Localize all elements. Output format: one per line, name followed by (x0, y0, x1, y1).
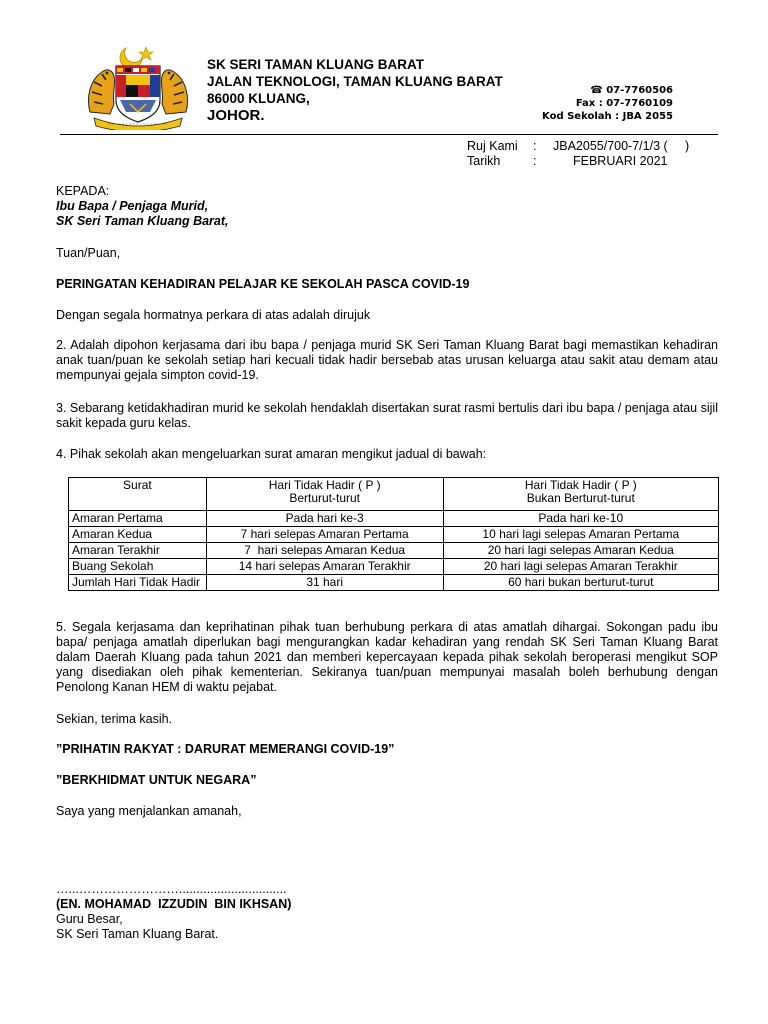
table-row (69, 575, 719, 591)
table-row (69, 543, 719, 559)
tarikh-colon: : (533, 154, 537, 168)
cell-consecutive: Pada hari ke-3 (206, 511, 443, 527)
ruj-colon: : (533, 139, 537, 153)
fax-number: Fax : 07-7760109 (575, 98, 673, 109)
letter-subject: PERINGATAN KEHADIRAN PELAJAR KE SEKOLAH PASCA COVID-19 (56, 277, 470, 291)
school-code: Kod Sekolah : JBA 2055 (542, 111, 673, 122)
reference-block (467, 139, 689, 169)
contact-block (542, 84, 673, 123)
cell-consecutive: 7 hari selepas Amaran Kedua (206, 543, 443, 559)
address-line-1: JALAN TEKNOLOGI, TAMAN KLUANG BARAT (207, 74, 503, 89)
cell-consecutive: 14 hari selepas Amaran Terakhir (206, 559, 443, 575)
school-name: SK SERI TAMAN KLUANG BARAT (207, 57, 424, 72)
signatory-title: Guru Besar, (56, 912, 123, 926)
cell-surat: Amaran Terakhir (69, 543, 207, 559)
paragraph-3: 3. Sebarang ketidakhadiran murid ke sekolah hendaklah disertakan surat rasmi bertulis dari ibu bapa / penjaga atau sijil sakit kepada guru kelas. (56, 401, 718, 430)
header-divider (60, 134, 718, 135)
paragraph-4: 4. Pihak sekolah akan mengeluarkan surat amaran mengikut jadual di bawah: (56, 447, 487, 461)
signature-dots: …...……………………............................... (56, 882, 287, 896)
warning-schedule-table (68, 477, 719, 591)
table-row (69, 527, 719, 543)
cell-non-consecutive: 20 hari lagi selepas Amaran Kedua (443, 543, 718, 559)
address-line-2: 86000 KLUANG, (207, 91, 310, 106)
header-surat: Surat (69, 478, 207, 511)
cell-non-consecutive: 10 hari lagi selepas Amaran Pertama (443, 527, 718, 543)
school-address-block (207, 56, 503, 125)
cell-non-consecutive: 20 hari lagi selepas Amaran Terakhir (443, 559, 718, 575)
slogan-1: ”PRIHATIN RAKYAT : DARURAT MEMERANGI COVID-19” (56, 742, 395, 756)
address-line-3: JOHOR. (207, 107, 265, 124)
table-row (69, 559, 719, 575)
opening-line: Dengan segala hormatnya perkara di atas adalah dirujuk (56, 308, 371, 322)
cell-surat: Buang Sekolah (69, 559, 207, 575)
recipient-line-2: SK Seri Taman Kluang Barat, (56, 214, 229, 228)
tarikh-label: Tarikh (467, 154, 501, 168)
table-row (69, 511, 719, 527)
signature-block (56, 882, 718, 942)
header-consecutive: Hari Tidak Hadir ( P ) Berturut-turut (206, 478, 443, 511)
ruj-value: JBA2055/700-7/1/3 ( ) (553, 139, 690, 153)
signatory-school: SK Seri Taman Kluang Barat. (56, 927, 219, 941)
cell-consecutive: 7 hari selepas Amaran Pertama (206, 527, 443, 543)
cell-consecutive: 31 hari (206, 575, 443, 591)
cell-non-consecutive: Pada hari ke-10 (443, 511, 718, 527)
paragraph-2: 2. Adalah dipohon kerjasama dari ibu bapa / penjaga murid SK Seri Taman Kluang Barat bagi memastikan kehadiran anak tuan/puan ke sekolah setiap hari kecuali tidak hadir bersebab atas urusan keluarga atau sakit atau demam atau mempunyai gejala simpton covid-19. (56, 338, 718, 382)
cell-surat: Jumlah Hari Tidak Hadir (69, 575, 207, 591)
recipient-line-1: Ibu Bapa / Penjaga Murid, (56, 199, 209, 213)
closing-line: Sekian, terima kasih. (56, 712, 173, 726)
kepada-label: KEPADA: (56, 184, 110, 198)
recipient-block (56, 184, 718, 229)
paragraph-5: 5. Segala kerjasama dan keprihatinan pihak tuan berhubung perkara di atas amatlah dihargai. Sokongan padu ibu bapa/ penjaga amatlah diperlukan bagi mengurangkan kadar kehadiran yang rendah SK Seri Taman Kluang Barat dalam Daerah Kluang pada tahun 2021 dan memberi kepercayaan kepada pihak sekolah beroperasi mengikut SOP yang disediakan oleh pihak kementerian. Sekiranya tuan/puan mempunyai masalah boleh berhubung dengan Penolong Kanan HEM di waktu pejabat. (56, 620, 718, 694)
salutation: Tuan/Puan, (56, 246, 121, 260)
cell-surat: Amaran Pertama (69, 511, 207, 527)
phone-number: ☎ 07-7760506 (590, 85, 673, 96)
slogan-2: ”BERKHIDMAT UNTUK NEGARA” (56, 773, 257, 787)
signatory-name: (EN. MOHAMAD IZZUDIN BIN IKHSAN) (56, 897, 292, 911)
tarikh-value: FEBRUARI 2021 (573, 154, 668, 168)
coat-of-arms-icon (80, 42, 196, 130)
ruj-label: Ruj Kami (467, 139, 518, 153)
header-non-consecutive: Hari Tidak Hadir ( P ) Bukan Berturut-turut (443, 478, 718, 511)
cell-surat: Amaran Kedua (69, 527, 207, 543)
table-header-row (69, 478, 719, 511)
trust-line: Saya yang menjalankan amanah, (56, 804, 242, 818)
cell-non-consecutive: 60 hari bukan berturut-turut (443, 575, 718, 591)
